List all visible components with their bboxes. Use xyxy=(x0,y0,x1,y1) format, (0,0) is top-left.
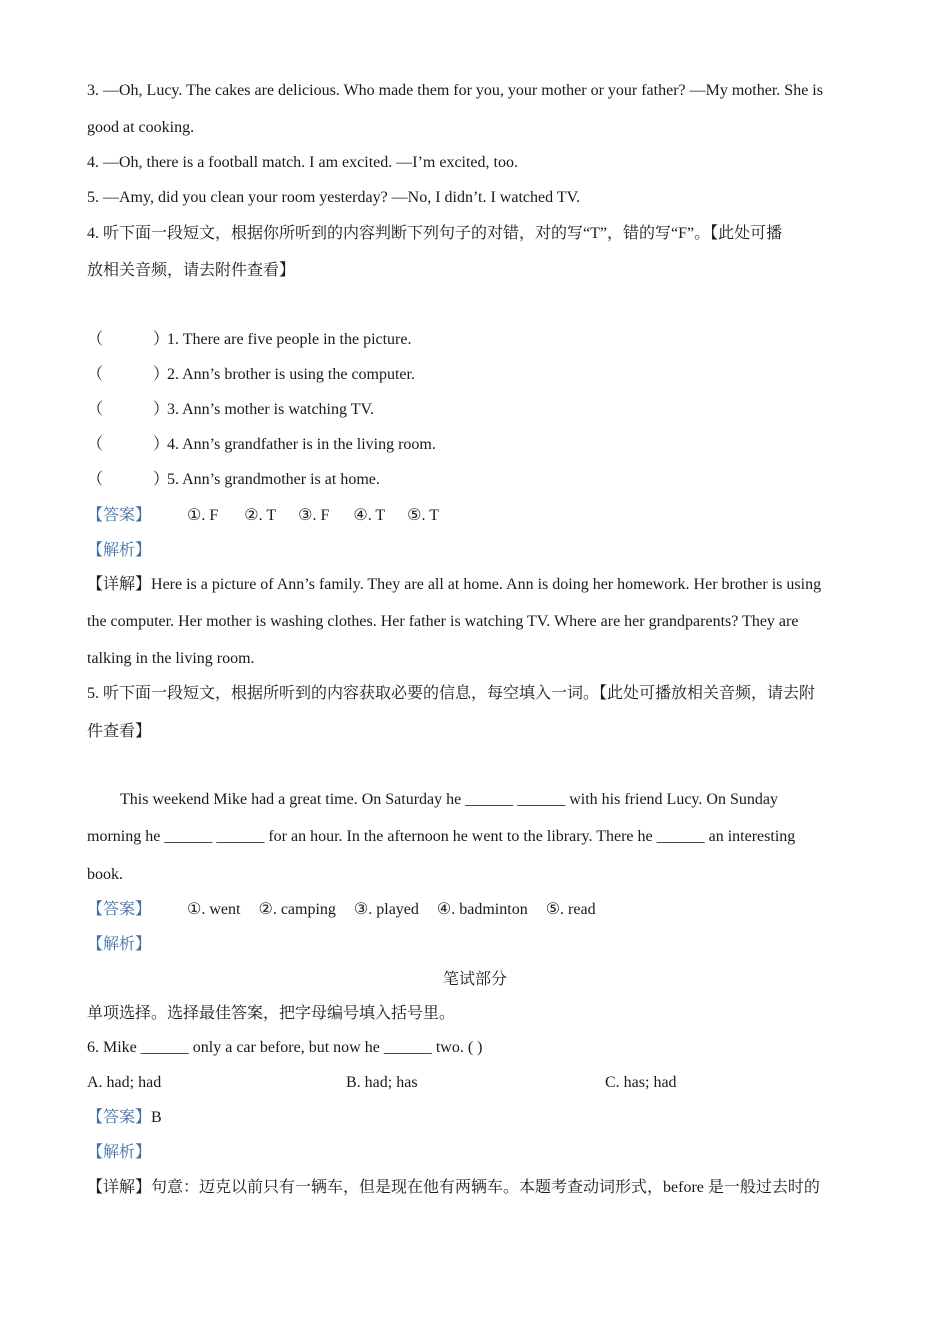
option-c: C. has; had xyxy=(605,1074,677,1091)
list-item: （ ）2. Ann’s brother is using the computer. xyxy=(87,366,415,383)
option-a: A. had; had xyxy=(87,1074,162,1091)
detail-line: talking in the living room. xyxy=(87,650,255,667)
answer-label: 【答案】 xyxy=(87,507,152,524)
passage-line: book. xyxy=(87,866,123,883)
question-prompt: 件查看】 xyxy=(87,723,152,740)
text-line: 5. —Amy, did you clean your room yesterday? —No, I didn’t. I watched TV. xyxy=(87,189,581,206)
detail-line: 【详解】句意：迈克以前只有一辆车，但是现在他有两辆车。本题考查动词形式，before 是一般过去时的 xyxy=(87,1179,820,1196)
answer-label: 【答案】 xyxy=(87,901,152,918)
analysis-label: 【解析】 xyxy=(87,542,152,559)
list-item: （ ）1. There are five people in the picture. xyxy=(87,331,412,348)
question-prompt: 4. 听下面一段短文，根据你所听到的内容判断下列句子的对错，对的写“T”，错的写“F”。【此处可播 xyxy=(87,225,783,242)
detail-line: 【详解】Here is a picture of Ann’s family. They are all at home. Ann is doing her homework. Her brother is using xyxy=(87,576,822,593)
answer-label: 【答案】 xyxy=(87,1109,152,1126)
question-prompt: 放相关音频，请去附件查看】 xyxy=(87,262,296,279)
instruction: 单项选择。选择最佳答案，把字母编号填入括号里。 xyxy=(87,1005,456,1022)
detail-line: the computer. Her mother is washing clothes. Her father is watching TV. Where are her grandparents? They are xyxy=(87,613,799,630)
options-row xyxy=(87,1073,865,1093)
text-line: 3. —Oh, Lucy. The cakes are delicious. Who made them for you, your mother or your father? —My mother. She is xyxy=(87,82,823,99)
analysis-label: 【解析】 xyxy=(87,936,152,953)
passage-line: This weekend Mike had a great time. On Saturday he ______ ______ with his friend Lucy. On Sunday xyxy=(120,791,778,808)
passage-line: morning he ______ ______ for an hour. In the afternoon he went to the library. There he ______ an interesting xyxy=(87,828,796,845)
analysis-label: 【解析】 xyxy=(87,1144,152,1161)
section-title: 笔试部分 xyxy=(442,971,507,988)
text-line: 4. —Oh, there is a football match. I am excited. —I’m excited, too. xyxy=(87,154,518,171)
text-line: good at cooking. xyxy=(87,119,195,136)
answer-row: 【答案】 ①. F ②. T ③. F ④. T ⑤. T xyxy=(87,507,439,524)
question-6: 6. Mike ______ only a car before, but now he ______ two. ( ) xyxy=(87,1039,483,1056)
list-item: （ ）4. Ann’s grandfather is in the living room. xyxy=(87,436,436,453)
question-prompt: 5. 听下面一段短文，根据所听到的内容获取必要的信息，每空填入一词。【此处可播放相关音频，请去附 xyxy=(87,685,816,702)
option-b: B. had; has xyxy=(346,1074,418,1091)
answer-row: 【答案】B xyxy=(87,1109,162,1126)
answer-row: 【答案】 ①. went ②. camping ③. played ④. badminton ⑤. read xyxy=(87,901,596,918)
list-item: （ ）5. Ann’s grandmother is at home. xyxy=(87,471,380,488)
list-item: （ ）3. Ann’s mother is watching TV. xyxy=(87,401,374,418)
